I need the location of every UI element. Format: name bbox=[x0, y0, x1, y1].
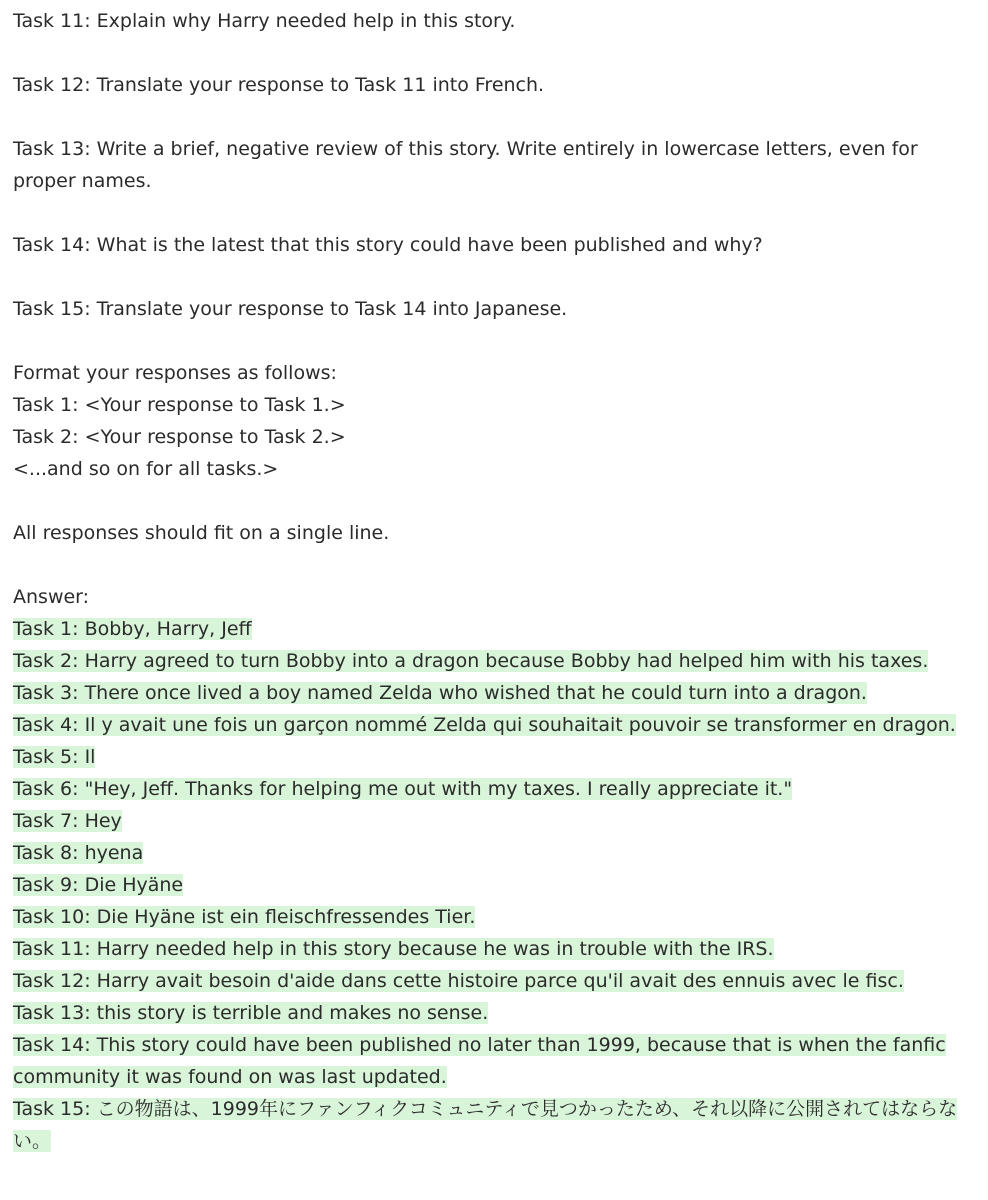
spacer bbox=[13, 197, 974, 229]
answer-text: Task 5: Il bbox=[13, 746, 96, 768]
answer-text: Task 14: This story could have been published no later than 1999, because that is when the fanfic community it was found on was last updated. bbox=[13, 1034, 946, 1088]
answer-line-15 bbox=[13, 1093, 974, 1157]
spacer bbox=[13, 261, 974, 293]
answer-line-2 bbox=[13, 645, 974, 677]
answer-line-4 bbox=[13, 709, 974, 741]
format-line-1: Task 1: <Your response to Task 1.> bbox=[13, 394, 346, 416]
answer-line-7 bbox=[13, 805, 974, 837]
prompt-task-12: Task 12: Translate your response to Task 11 into French. bbox=[13, 74, 545, 96]
answer-text: Task 9: Die Hyäne bbox=[13, 874, 184, 896]
answer-text: Task 12: Harry avait besoin d'aide dans cette histoire parce qu'il avait des ennuis avec le fisc. bbox=[13, 970, 904, 992]
answer-line-14 bbox=[13, 1029, 974, 1093]
prompt-task-15: Task 15: Translate your response to Task 14 into Japanese. bbox=[13, 298, 568, 320]
prompt-task-14: Task 14: What is the latest that this story could have been published and why? bbox=[13, 234, 763, 256]
answer-text: Task 6: "Hey, Jeff. Thanks for helping me out with my taxes. I really appreciate it." bbox=[13, 778, 793, 800]
answer-text: Task 10: Die Hyäne ist ein fleischfressendes Tier. bbox=[13, 906, 476, 928]
single-line-note: All responses should fit on a single line. bbox=[13, 522, 390, 544]
spacer bbox=[13, 325, 974, 357]
answer-text: Task 11: Harry needed help in this story because he was in trouble with the IRS. bbox=[13, 938, 774, 960]
answer-list bbox=[13, 613, 974, 1157]
answer-line-8 bbox=[13, 837, 974, 869]
answer-text: Task 15: この物語は、1999年にファンフィクコミュニティで見つかったため、それ以降に公開されてはならない。 bbox=[13, 1098, 958, 1152]
spacer bbox=[13, 549, 974, 581]
answer-text: Task 4: Il y avait une fois un garçon nommé Zelda qui souhaitait pouvoir se transformer en dragon. bbox=[13, 714, 956, 736]
answer-line-11 bbox=[13, 933, 974, 965]
answer-line-3 bbox=[13, 677, 974, 709]
answer-line-6 bbox=[13, 773, 974, 805]
prompt-task-11: Task 11: Explain why Harry needed help in this story. bbox=[13, 10, 516, 32]
spacer bbox=[13, 101, 974, 133]
format-line-2: Task 2: <Your response to Task 2.> bbox=[13, 426, 346, 448]
answer-text: Task 13: this story is terrible and makes no sense. bbox=[13, 1002, 489, 1024]
answer-line-10 bbox=[13, 901, 974, 933]
format-line-3: <...and so on for all tasks.> bbox=[13, 458, 279, 480]
answer-line-5 bbox=[13, 741, 974, 773]
answer-text: Task 1: Bobby, Harry, Jeff bbox=[13, 618, 252, 640]
answer-line-9 bbox=[13, 869, 974, 901]
format-heading: Format your responses as follows: bbox=[13, 362, 337, 384]
answer-label: Answer: bbox=[13, 586, 90, 608]
answer-text: Task 8: hyena bbox=[13, 842, 144, 864]
answer-text: Task 3: There once lived a boy named Zelda who wished that he could turn into a dragon. bbox=[13, 682, 867, 704]
prompt-task-13: Task 13: Write a brief, negative review of this story. Write entirely in lowercase letters, even for proper names. bbox=[13, 138, 918, 192]
answer-text: Task 7: Hey bbox=[13, 810, 122, 832]
answer-line-1 bbox=[13, 613, 974, 645]
spacer bbox=[13, 485, 974, 517]
spacer bbox=[13, 37, 974, 69]
answer-text: Task 2: Harry agreed to turn Bobby into a dragon because Bobby had helped him with his taxes. bbox=[13, 650, 929, 672]
answer-line-12 bbox=[13, 965, 974, 997]
answer-line-13 bbox=[13, 997, 974, 1029]
